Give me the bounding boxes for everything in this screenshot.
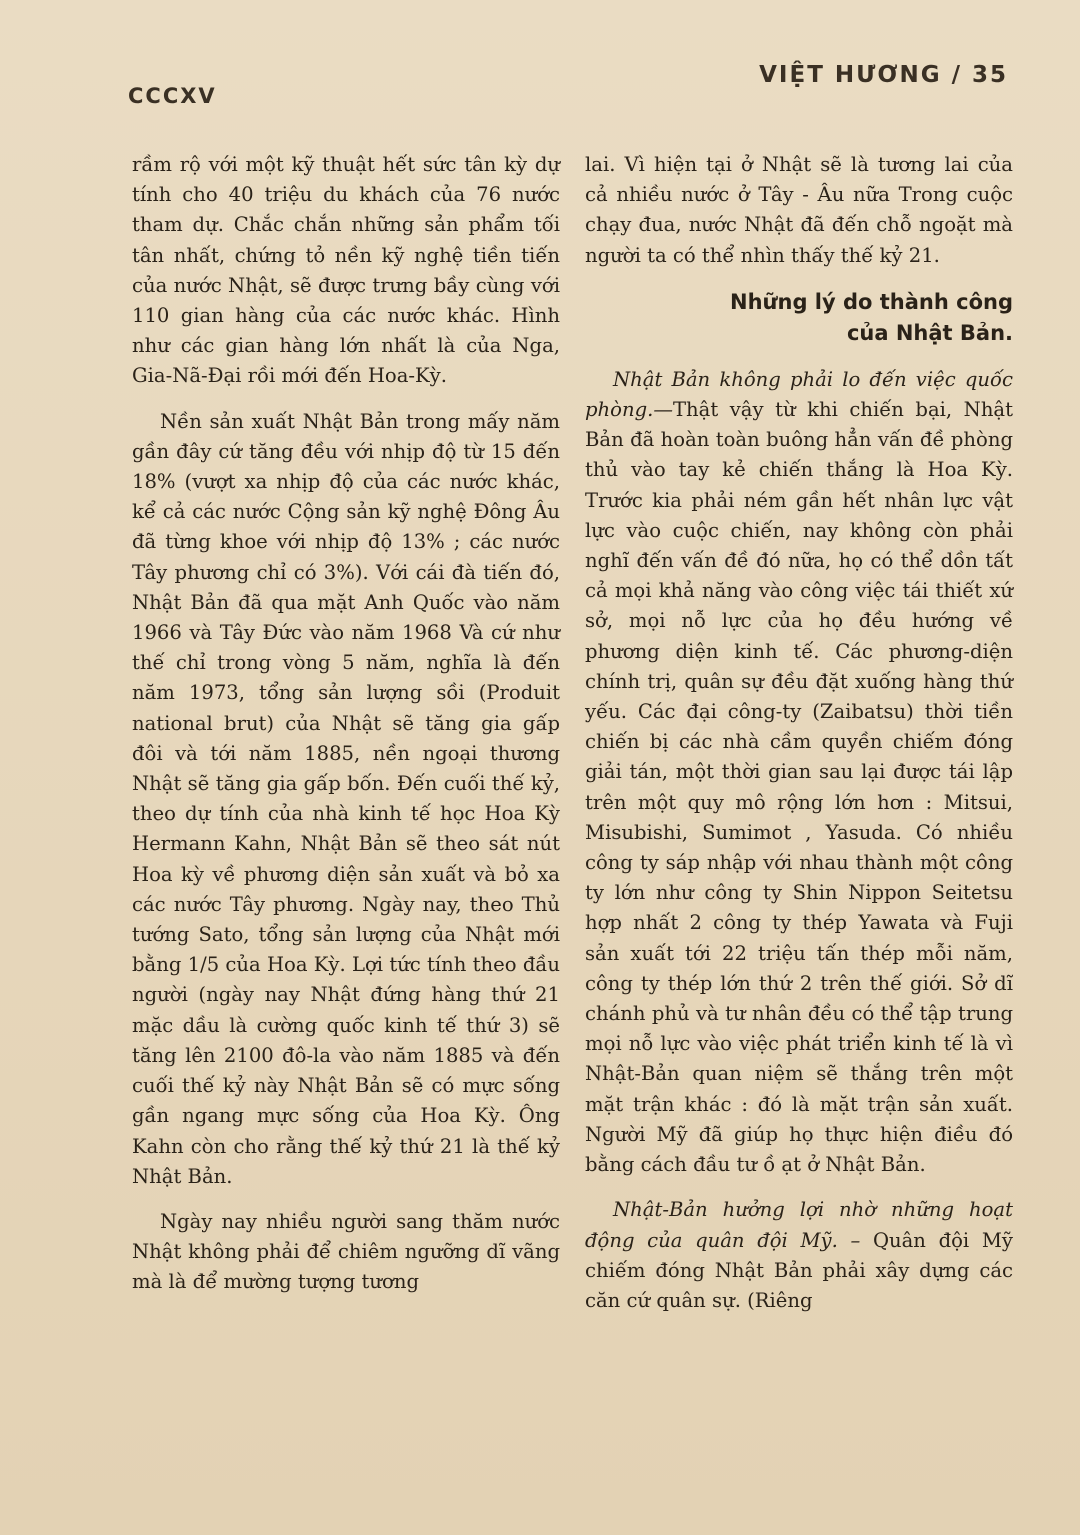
paragraph: Nền sản xuất Nhật Bản trong mấy năm gần đây cứ tăng đều với nhịp độ từ 15 đến 18% (vượt xa nhịp độ của các nước khác, kể cả các nước Cộng sản kỹ nghệ Đông Âu đã từng khoe với nhịp độ 13% ; các nước Tây phương chỉ có 3%). Với cái đà tiến đó, Nhật Bản đã qua mặt Anh Quốc vào năm 1966 và Tây Đức vào năm 1968 Và cứ như thế chỉ trong vòng 5 năm, nghĩa là đến năm 1973, tổng sản lượng sồi (Produit national brut) của Nhật sẽ tăng gia gấp đôi và tới năm 1885, nền ngoại thương Nhật sẽ tăng gia gấp bốn. Đến cuối thế kỷ, theo dự tính của nhà kinh tế học Hoa Kỳ Hermann Kahn, Nhật Bản sẽ theo sát nút Hoa kỳ về phương diện sản xuất và bỏ xa các nước Tây phương. Ngày nay, theo Thủ tướng Sato, tổng sản lượng của Nhật mới bằng 1/5 của Hoa Kỳ. Lợi tức tính theo đầu người (ngày nay Nhật đứng hàng thứ 21 mặc dầu là cường quốc kinh tế thứ 3) sẽ tăng lên 2100 đô-la vào năm 1885 và đến cuối thế kỷ này Nhật Bản sẽ có mực sống gần ngang mực sống của Hoa Kỳ. Ông Kahn còn cho rằng thế kỷ thứ 21 là thế kỷ Nhật Bản. bbox=[132, 409, 560, 1188]
paragraph: Ngày nay nhiều người sang thăm nước Nhật không phải để chiêm ngưỡng dĩ vãng mà là để mường tượng tương bbox=[132, 1209, 560, 1294]
paragraph: rầm rộ với một kỹ thuật hết sức tân kỳ dự tính cho 40 triệu du khách của 76 nước tham dự. Chắc chắn những sản phẩm tối tân nhất, chứng tỏ nền kỹ nghệ tiền tiến của nước Nhật, sẽ được trưng bầy cùng với 110 gian hàng của các nước khác. Hình như các gian hàng lớn nhất là của Nga, Gia-Nã-Đại rồi mới đến Hoa-Kỳ. bbox=[132, 153, 560, 388]
left-column bbox=[132, 150, 560, 1313]
paragraph bbox=[585, 365, 1013, 1180]
paragraph-body: Thật vậy từ khi chiến bại, Nhật Bản đã hoàn toàn buông hẳn vấn đề phòng thủ vào tay kẻ chiến thắng là Hoa Kỳ. Trước kia phải ném gần hết nhân lực vật lực vào cuộc chiến, nay không còn phải nghĩ đến vấn đề đó nữa, họ có thể dồn tất cả mọi khả năng vào công việc tái thiết xứ sở, mọi nỗ lực của họ đều hướng về phương diện kinh tế. Các phương-diện chính trị, quân sự đều đặt xuống hàng thứ yếu. Các đại công-ty (Zaibatsu) thời tiền chiến bị các nhà cầm quyền chiếm đóng giải tán, một thời gian sau lại được tái lập trên một quy mô rộng lớn hơn : Mitsui, Misubishi, Sumimot , Yasuda. Có nhiều công ty sáp nhập với nhau thành một công ty lớn như công ty Shin Nippon Seitetsu hợp nhất 2 công ty thép Yawata và Fuji sản xuất tới 22 triệu tấn thép mỗi năm, công ty thép lớn thứ 2 trên thế giới. Sở dĩ chánh phủ và tư nhân đều có thể tập trung mọi nỗ lực vào việc phát triển kinh tế là vì Nhật-Bản quan niệm sẽ thắng trên một mặt trận khác : đó là mặt trận sản xuất. Người Mỹ đã giúp họ thực hiện điều đó bằng cách đầu tư ồ ạt ở Nhật Bản. bbox=[585, 398, 1013, 1177]
section-heading bbox=[585, 287, 1013, 349]
section-heading-line: Những lý do thành công bbox=[730, 289, 1013, 314]
section-heading-line: của Nhật Bản. bbox=[846, 320, 1013, 345]
paragraph-body: Quân đội Mỹ chiếm đóng Nhật Bản phải xây dựng các căn cứ quân sự. (Riêng bbox=[585, 1228, 1013, 1312]
running-head-left: CCCXV bbox=[128, 84, 217, 108]
paragraph bbox=[585, 1195, 1013, 1316]
running-head-right: VIỆT HƯƠNG / 35 bbox=[759, 62, 1008, 88]
paragraph-lead: Nhật-Bản hưởng lợi nhờ những hoạt động của quân đội Mỹ. – bbox=[585, 1198, 1013, 1252]
paragraph-lead: Nhật Bản không phải lo đến việc quốc phòng.— bbox=[585, 367, 1013, 422]
right-column bbox=[585, 150, 1013, 1331]
paragraph: lai. Vì hiện tại ở Nhật sẽ là tương lai của cả nhiều nước ở Tây - Âu nữa Trong cuộc chạy đua, nước Nhật đã đến chỗ ngoặt mà người ta có thể nhìn thấy thế kỷ 21. bbox=[585, 153, 1013, 267]
